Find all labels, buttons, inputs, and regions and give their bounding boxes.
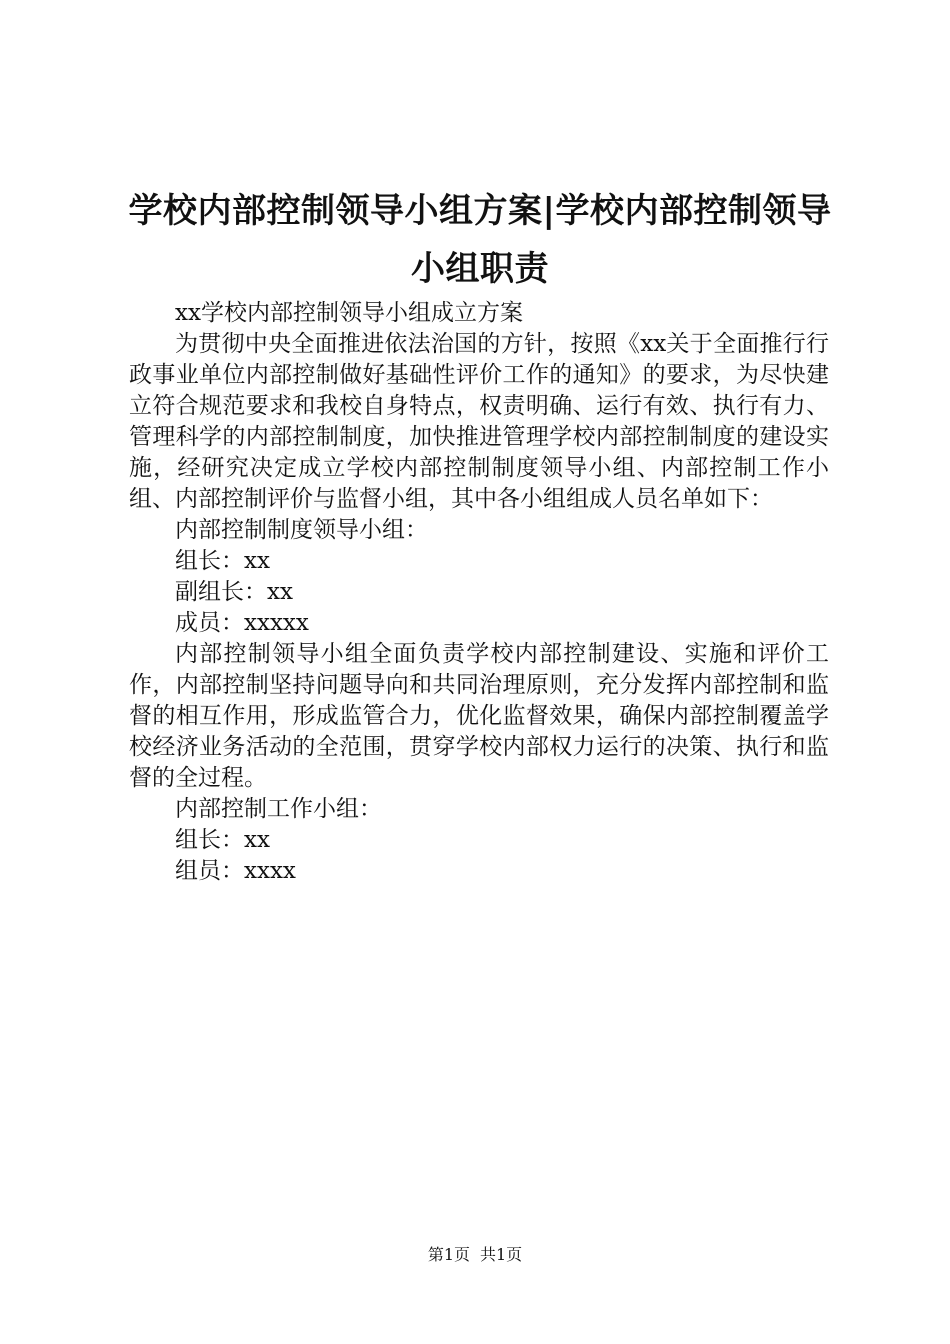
group-heading-leadership: 内部控制制度领导小组：	[175, 517, 428, 543]
group-heading-work: 内部控制工作小组：	[175, 796, 382, 822]
document-title: 学校内部控制领导小组方案|学校内部控制领导小组职责	[128, 191, 832, 289]
page-footer	[0, 1245, 950, 1265]
document-body	[129, 298, 829, 887]
page-number: 第1页	[427, 1245, 470, 1264]
responsibility-paragraph: 内部控制领导小组全面负责学校内部控制建设、实施和评价工作，内部控制坚持问题导向和共同治理原则，充分发挥内部控制和监督的相互作用，形成监管合力，优化监督效果，确保内部控制覆盖学校经济业务活动的全范围，贯穿学校内部权力运行的决策、执行和监督的全过程。	[129, 641, 829, 791]
page-total: 共1页	[480, 1245, 523, 1264]
leader-line: 组长：xx	[175, 548, 270, 574]
section-heading: xx学校内部控制领导小组成立方案	[175, 300, 523, 326]
work-leader-line: 组长：xx	[175, 827, 270, 853]
work-members-line: 组员：xxxx	[175, 858, 296, 884]
members-line: 成员：xxxxx	[175, 610, 309, 636]
deputy-leader-line: 副组长：xx	[175, 579, 293, 605]
intro-paragraph: 为贯彻中央全面推进依法治国的方针，按照《xx关于全面推行行政事业单位内部控制做好基础性评价工作的通知》的要求，为尽快建立符合规范要求和我校自身特点，权责明确、运行有效、执行有力、管理科学的内部控制制度，加快推进管理学校内部控制制度的建设实施，经研究决定成立学校内部控制制度领导小组、内部控制工作小组、内部控制评价与监督小组，其中各小组组成人员名单如下：	[129, 331, 829, 512]
